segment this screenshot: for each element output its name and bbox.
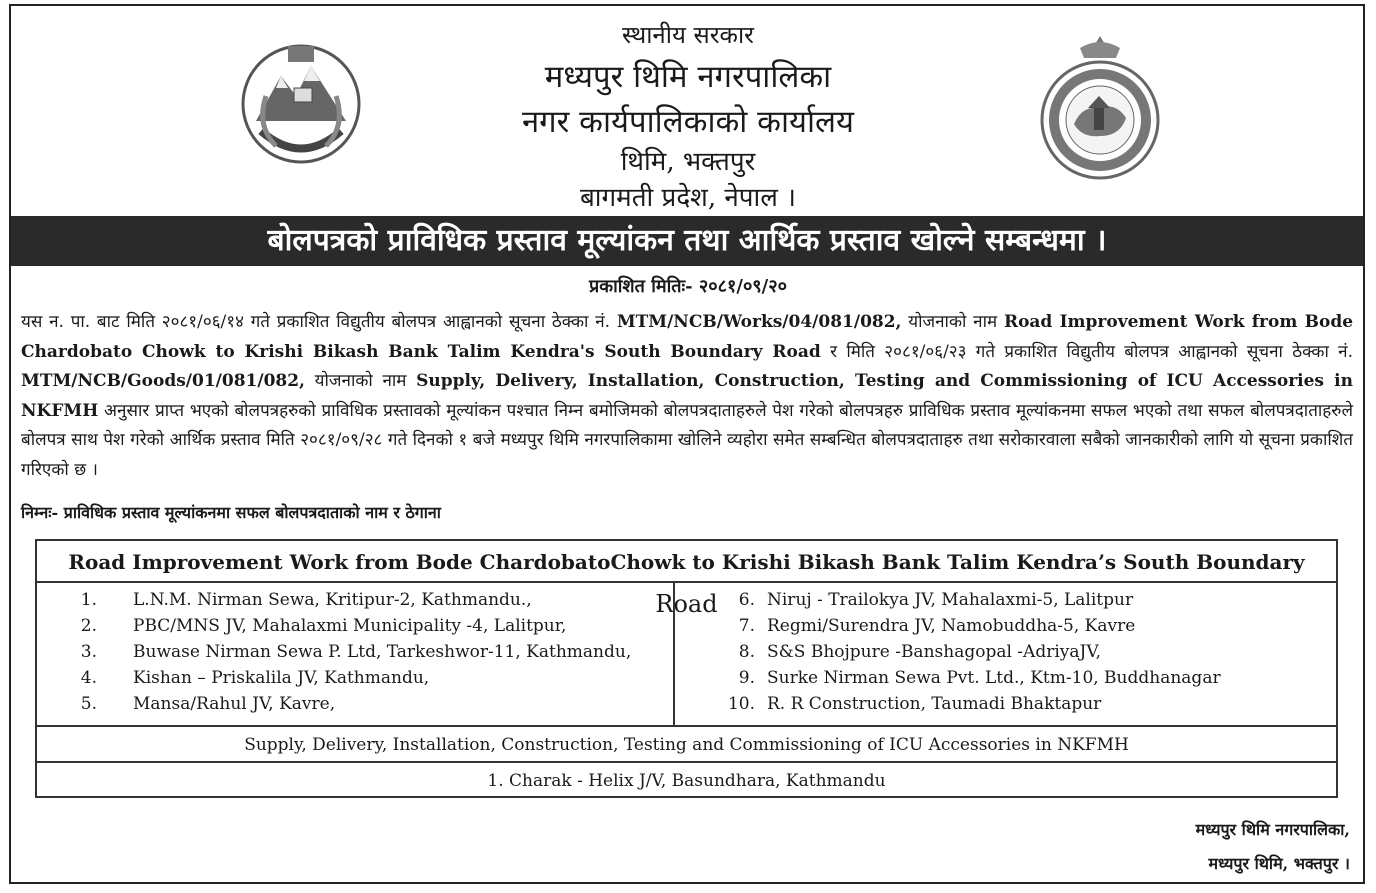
- header-city: थिमि, भक्तपुर: [620, 147, 756, 177]
- table-title-tail: Road: [655, 590, 718, 618]
- item-number: 10.: [727, 694, 755, 714]
- item-number: 9.: [738, 668, 755, 688]
- header-local-government: स्थानीय सरकार: [622, 21, 754, 49]
- bidder-column-right: [675, 583, 1336, 725]
- header-municipality-name: मध्यपुर थिमि नगरपालिका: [544, 59, 832, 95]
- section2-item: 1. Charak - Helix J/V, Basundhara, Kathmandu: [37, 761, 1336, 799]
- bidder-list-heading: निम्नः- प्राविधिक प्रस्ताव मूल्यांकनमा सफल बोलपत्रदाताको नाम र ठेगाना: [21, 503, 441, 522]
- item-number: 4.: [80, 668, 97, 688]
- project-name-2: Supply, Delivery, Installation, Construction, Testing and Commissioning of ICU Accessories in NKFMH: [21, 371, 1353, 421]
- item-text: Buwase Nirman Sewa P. Ltd, Tarkeshwor-11, Kathmandu,: [133, 642, 632, 662]
- item-text: Mansa/Rahul JV, Kavre,: [133, 694, 336, 714]
- item-text: Kishan – Priskalila JV, Kathmandu,: [133, 668, 430, 688]
- header-province: बागमती प्रदेश, नेपाल ।: [579, 183, 797, 213]
- bidder-table: [35, 539, 1338, 798]
- item-number: 5.: [80, 694, 97, 714]
- item-number: 2.: [80, 616, 97, 636]
- notice-title-banner: बोलपत्रको प्राविधिक प्रस्ताव मूल्यांकन तथा आर्थिक प्रस्ताव खोल्ने सम्बन्धमा ।: [11, 216, 1363, 266]
- item-text: S&S Bhojpure -Banshagopal -AdriyaJV,: [767, 642, 1102, 662]
- item-number: 7.: [738, 616, 755, 636]
- item-number: 6.: [738, 590, 755, 610]
- body-text-1: यस न. पा. बाट मिति २०८१/०६/१४ गते प्रकाशित विद्युतीय बोलपत्र आह्वानको सूचना ठेक्का नं.: [21, 312, 611, 332]
- section2-title: Supply, Delivery, Installation, Construction, Testing and Commissioning of ICU Accessories in NKFMH: [37, 725, 1336, 763]
- body-text-4: योजनाको नाम: [314, 371, 407, 391]
- contract-ref-2: MTM/NCB/Goods/01/081/082,: [21, 371, 305, 391]
- item-number: 1.: [80, 590, 97, 610]
- contract-ref-1: MTM/NCB/Works/04/081/082,: [616, 312, 902, 332]
- item-text: R. R Construction, Taumadi Bhaktapur: [767, 694, 1102, 714]
- item-number: 3.: [80, 642, 97, 662]
- item-text: Niruj - Trailokya JV, Mahalaxmi-5, Lalitpur: [767, 590, 1134, 610]
- header-office-name: नगर कार्यपालिकाको कार्यालय: [521, 104, 855, 140]
- body-text-2: योजनाको नाम: [908, 312, 998, 332]
- item-number: 8.: [738, 642, 755, 662]
- notice-body: [21, 308, 1353, 485]
- bidder-column-left: [37, 583, 675, 725]
- body-text-3: र मिति २०८१/०६/२३ गते प्रकाशित विद्युतीय बोलपत्र आह्वानको सूचना ठेक्का नं.: [830, 341, 1353, 362]
- body-text-5: अनुसार प्राप्त भएको बोलपत्रहरुको प्राविधिक प्रस्तावको मूल्यांकन पश्चात निम्न बमोजिमको बोलपत्रदाताहरुले पेश गरेको बोलपत्रहरु प्राविधिक प्रस्ताव मूल्यांकनमा सफल भएको तथा सफल बोलपत्रदाताहरुले बोलपत्र साथ पेश गरेको आर्थिक प्रस्ताव मिति २०८१/०९/२८ गते दिनको १ बजे मध्यपुर थिमि नगरपालिकामा खोलिने व्यहोरा समेत सम्बन्धित बोलपत्रदाताहरु तथा सरोकारवाला सबैको जानकारीको लागि यो सूचना प्रकाशित गरिएको छ ।: [21, 400, 1353, 480]
- project-name-1: Road Improvement Work from Bode Chardobato Chowk to Krishi Bikash Bank Talim Kendra's South Boundary Road: [21, 312, 1354, 362]
- signature-line-2: मध्यपुर थिमि, भक्तपुर ।: [1208, 854, 1350, 873]
- signature-line-1: मध्यपुर थिमि नगरपालिका,: [1195, 820, 1350, 839]
- item-text: PBC/MNS JV, Mahalaxmi Municipality -4, Lalitpur,: [133, 616, 567, 636]
- item-text: Regmi/Surendra JV, Namobuddha-5, Kavre: [767, 616, 1136, 636]
- published-date: प्रकाशित मितिः- २०८१/०९/२०: [589, 276, 787, 297]
- table-title-bold: Road Improvement Work from Bode ChardobatoChowk to Krishi Bikash Bank Talim Kendra’s South Boundary: [68, 550, 1305, 574]
- item-text: L.N.M. Nirman Sewa, Kritipur-2, Kathmandu.,: [133, 590, 532, 610]
- letterhead: [0, 0, 1376, 212]
- item-text: Surke Nirman Sewa Pvt. Ltd., Ktm-10, Buddhanagar: [767, 668, 1221, 688]
